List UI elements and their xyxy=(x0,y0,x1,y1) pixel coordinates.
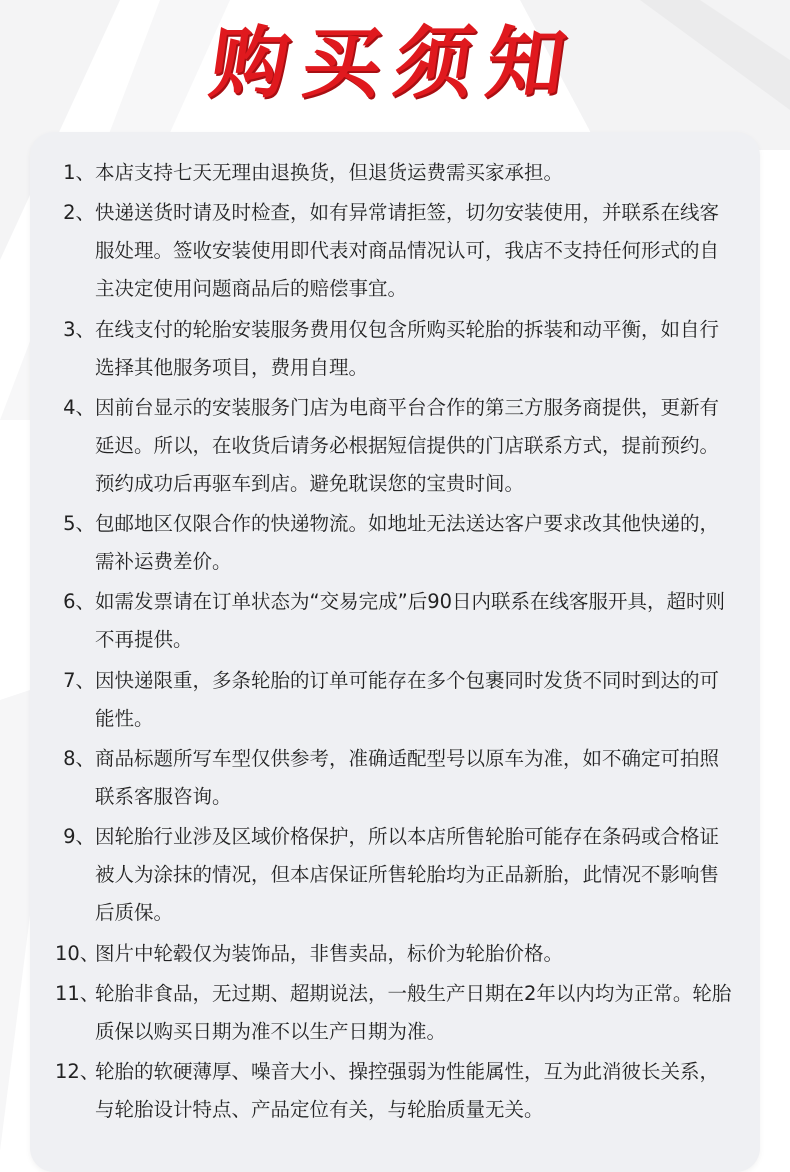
list-item xyxy=(55,662,735,738)
list-item xyxy=(55,975,735,1051)
item-text: 轮胎的软硬薄厚、噪音大小、操控强弱为性能属性，互为此消彼长关系，与轮胎设计特点、产品定位有关，与轮胎质量无关。 xyxy=(95,1060,720,1122)
item-text: 图片中轮毂仅为装饰品，非售卖品，标价为轮胎价格。 xyxy=(95,941,564,965)
list-item xyxy=(55,740,735,816)
item-number: 6、 xyxy=(63,590,95,614)
item-number: 9、 xyxy=(63,825,95,849)
page-title: 购买须知 xyxy=(204,19,586,109)
item-number: 11、 xyxy=(55,981,100,1005)
list-item xyxy=(55,311,735,387)
item-number: 7、 xyxy=(63,668,95,692)
list-item xyxy=(55,935,735,973)
item-text: 如需发票请在订单状态为“交易完成”后90日内联系在线客服开具，超时则不再提供。 xyxy=(95,590,726,652)
item-text: 本店支持七天无理由退换货，但退货运费需买家承担。 xyxy=(95,161,564,184)
item-number: 8、 xyxy=(63,747,95,771)
list-item xyxy=(55,583,735,659)
list-item xyxy=(55,389,735,503)
item-text: 在线支付的轮胎安装服务费用仅包含所购买轮胎的拆装和动平衡，如自行选择其他服务项目，费用自理。 xyxy=(95,317,720,379)
list-item xyxy=(55,1053,735,1129)
item-number: 4、 xyxy=(63,395,95,419)
item-text: 包邮地区仅限合作的快递物流。如地址无法送达客户要求改其他快递的，需补运费差价。 xyxy=(95,512,720,574)
item-number: 10、 xyxy=(55,941,100,965)
item-number: 2、 xyxy=(63,201,95,225)
item-text: 因轮胎行业涉及区域价格保护，所以本店所售轮胎可能存在条码或合格证被人为涂抹的情况，但本店保证所售轮胎均为正品新胎，此情况不影响售后质保。 xyxy=(95,825,720,925)
item-number: 5、 xyxy=(63,512,95,536)
item-number: 12、 xyxy=(55,1060,100,1084)
list-item xyxy=(55,194,735,308)
list-item xyxy=(55,818,735,932)
item-text: 轮胎非食品，无过期、超期说法，一般生产日期在2年以内均为正常。轮胎质保以购买日期为准不以生产日期为准。 xyxy=(95,981,732,1043)
item-text: 快递送货时请及时检查，如有异常请拒签，切勿安装使用，并联系在线客服处理。签收安装使用即代表对商品情况认可，我店不支持任何形式的自主决定使用问题商品后的赔偿事宜。 xyxy=(95,201,720,301)
item-number: 1、 xyxy=(63,161,95,184)
item-text: 因快递限重，多条轮胎的订单可能存在多个包裹同时发货不同时到达的可能性。 xyxy=(95,668,720,730)
notice-list xyxy=(55,154,735,1132)
item-number: 3、 xyxy=(63,317,95,341)
item-text: 因前台显示的安装服务门店为电商平台合作的第三方服务商提供，更新有延迟。所以，在收货后请务必根据短信提供的门店联系方式，提前预约。预约成功后再驱车到店。避免耽误您的宝贵时间。 xyxy=(95,395,720,495)
list-item xyxy=(55,154,735,192)
item-text: 商品标题所写车型仅供参考，准确适配型号以原车为准，如不确定可拍照联系客服咨询。 xyxy=(95,747,720,809)
list-item xyxy=(55,505,735,581)
